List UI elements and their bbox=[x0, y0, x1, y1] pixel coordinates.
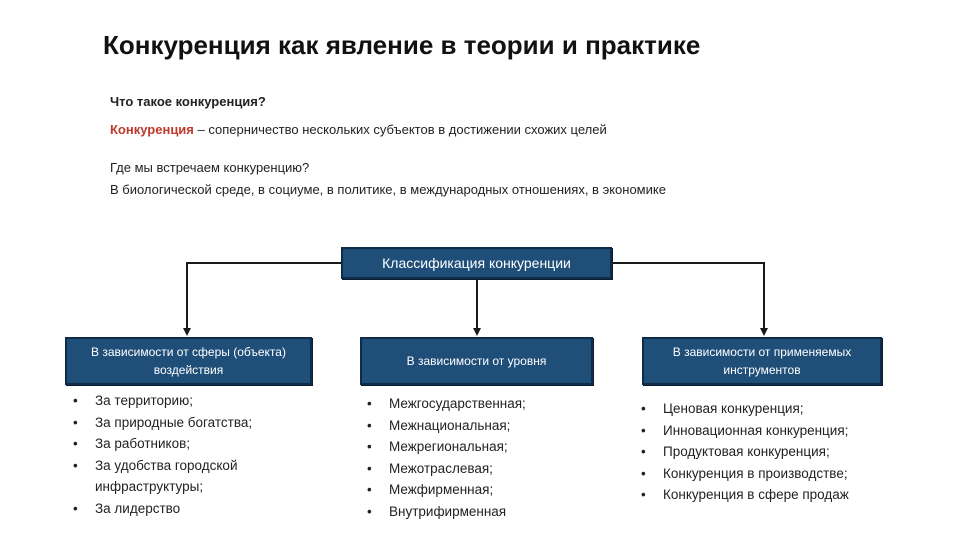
connector-middle-vertical bbox=[476, 279, 478, 329]
definition-text bbox=[110, 122, 607, 137]
arrow-middle bbox=[473, 328, 481, 336]
column-header-sphere: В зависимости от сферы (объекта) воздействия bbox=[65, 337, 312, 385]
list-item: • Межотраслевая; bbox=[364, 458, 594, 480]
where-answer: В биологической среде, в социуме, в политике, в международных отношениях, в экономике bbox=[110, 182, 666, 197]
list-instruments bbox=[638, 398, 908, 506]
list-item: • Инновационная конкуренция; bbox=[638, 420, 908, 442]
classification-title-box: Классификация конкуренции bbox=[341, 247, 612, 279]
definition-body: – соперничество нескольких субъектов в достижении схожих целей bbox=[193, 122, 607, 137]
list-item: • За удобства городской инфраструктуры; bbox=[70, 455, 285, 498]
arrow-right bbox=[760, 328, 768, 336]
list-item: • Межнациональная; bbox=[364, 415, 594, 437]
list-item: • Ценовая конкуренция; bbox=[638, 398, 908, 420]
list-item: • За работников; bbox=[70, 433, 300, 455]
where-question: Где мы встречаем конкуренцию? bbox=[110, 160, 310, 175]
list-item: • Внутрифирменная bbox=[364, 501, 594, 523]
connector-left-horizontal bbox=[187, 262, 341, 264]
definition-question: Что такое конкуренция? bbox=[110, 94, 266, 109]
connector-left-vertical bbox=[186, 262, 188, 329]
list-item: • Межрегиональная; bbox=[364, 436, 594, 458]
list-item: • Продуктовая конкуренция; bbox=[638, 441, 908, 463]
connector-right-horizontal bbox=[612, 262, 764, 264]
arrow-left bbox=[183, 328, 191, 336]
list-item: • Конкуренция в производстве; bbox=[638, 463, 908, 485]
list-item: • За лидерство bbox=[70, 498, 300, 520]
list-item: • За природные богатства; bbox=[70, 412, 300, 434]
definition-term: Конкуренция bbox=[110, 122, 194, 137]
column-header-instruments: В зависимости от применяемых инструментов bbox=[642, 337, 882, 385]
page-title: Конкуренция как явление в теории и практике bbox=[103, 30, 701, 60]
list-sphere bbox=[70, 390, 300, 519]
list-item: • Конкуренция в сфере продаж bbox=[638, 484, 908, 506]
list-item: • Межгосударственная; bbox=[364, 393, 594, 415]
column-header-level: В зависимости от уровня bbox=[360, 337, 593, 385]
list-item: • За территорию; bbox=[70, 390, 300, 412]
connector-right-vertical bbox=[763, 262, 765, 329]
list-level bbox=[364, 393, 594, 522]
list-item: • Межфирменная; bbox=[364, 479, 594, 501]
